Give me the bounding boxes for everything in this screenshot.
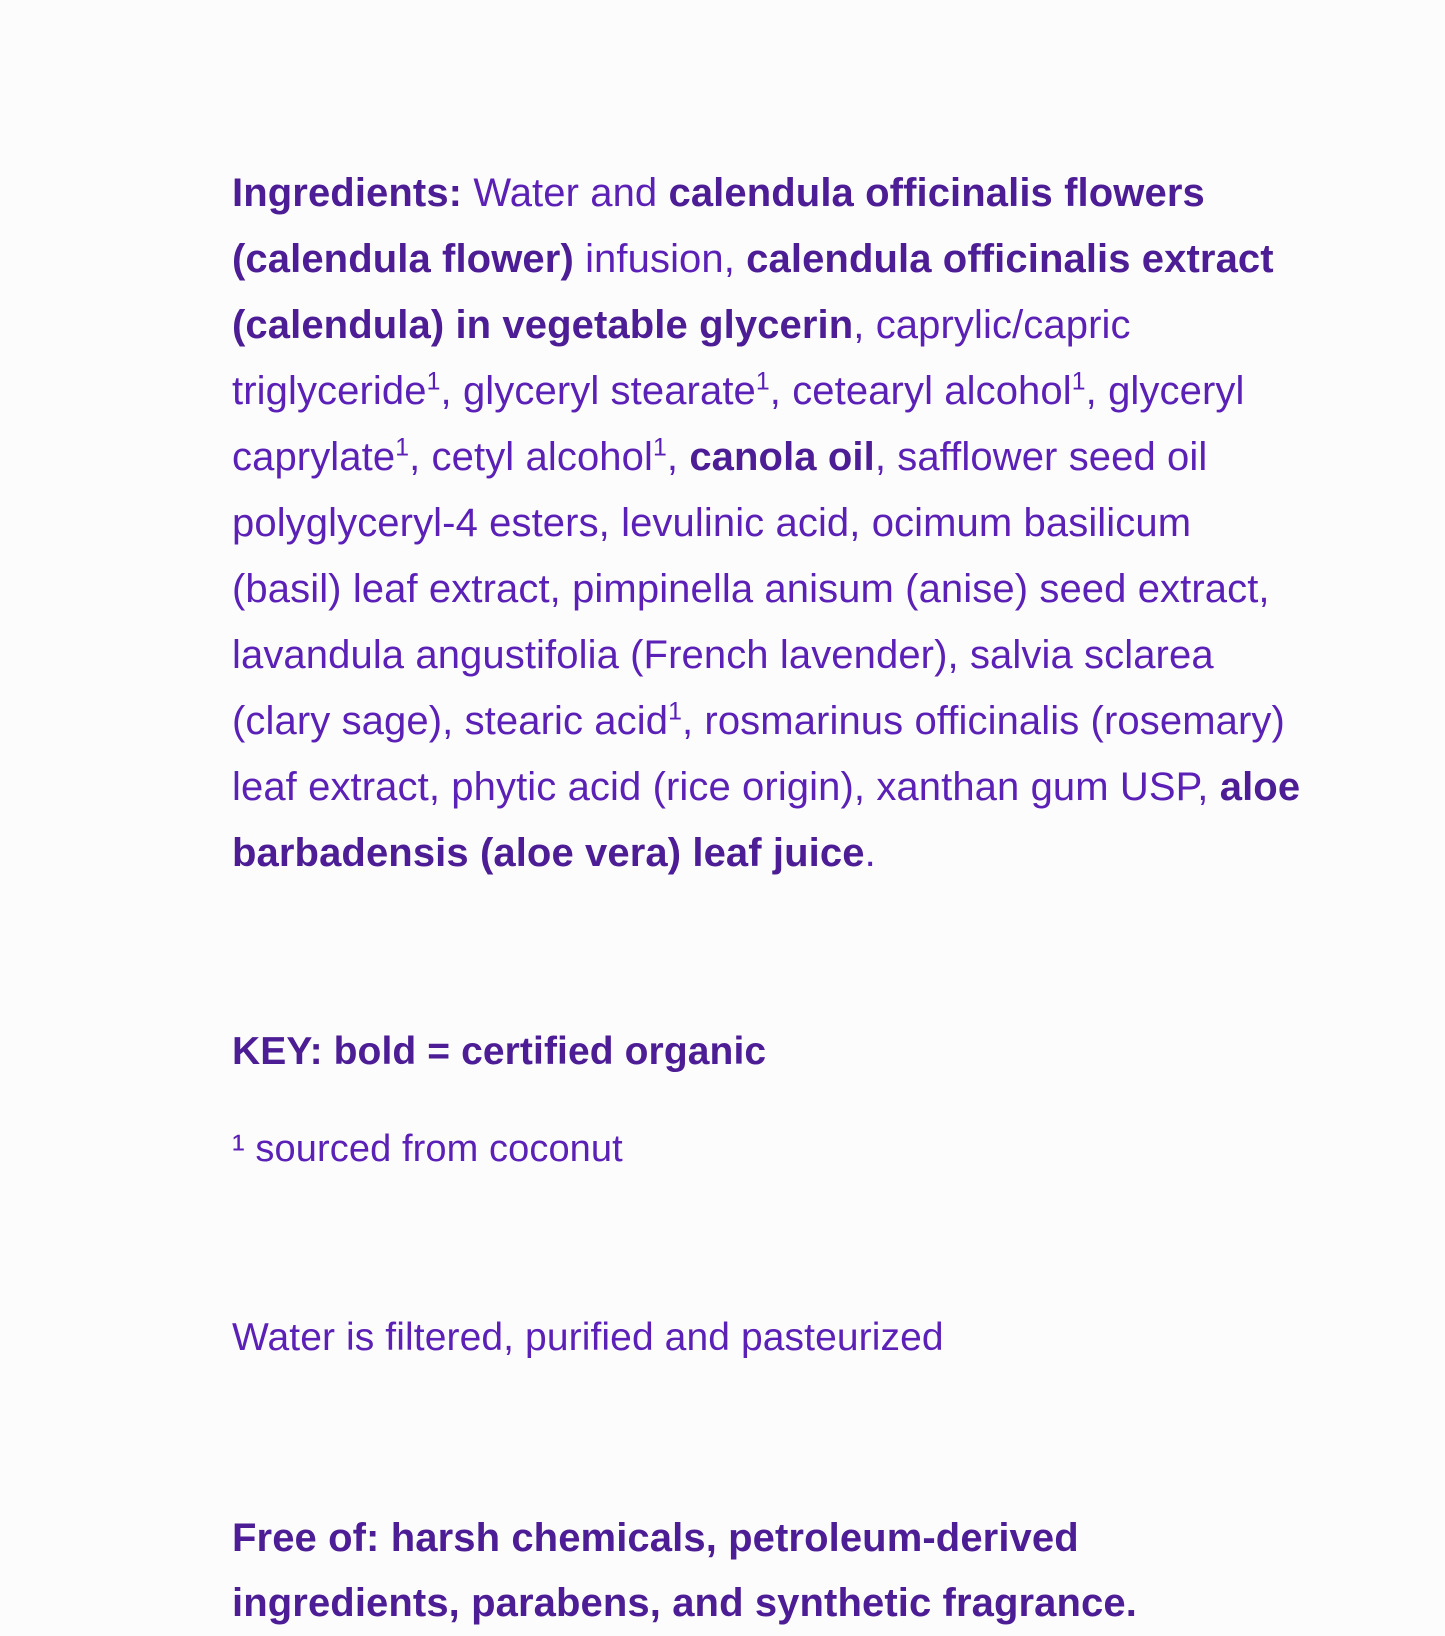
- footnote-marker: 1: [668, 698, 682, 726]
- footnote-marker: 1: [755, 368, 770, 396]
- ingredient-text: .: [864, 831, 876, 875]
- ingredient-text: infusion,: [573, 237, 747, 281]
- footnote-marker: 1: [395, 434, 410, 462]
- organic-ingredient: canola oil: [689, 435, 875, 479]
- organic-ingredient: calendula officinalis flowers (calendula flower): [232, 171, 1205, 281]
- ingredient-text: Water and: [462, 171, 669, 215]
- footnote-line: ¹ sourced from coconut: [232, 1127, 623, 1170]
- ingredient-text: , safflower seed oil polyglyceryl-4 esters, levulinic acid, ocimum basilicum (basil) leaf extract, pimpinella anisum (anise) seed extract, lavandula angustifolia (French lavender), salvia sclarea (clary sage), stearic acid: [232, 435, 1270, 743]
- ingredients-body: [232, 171, 1300, 875]
- ingredient-text: , glyceryl stearate: [440, 369, 756, 413]
- spacer: [232, 926, 1310, 984]
- organic-ingredient: aloe barbadensis (aloe vera) leaf juice: [232, 765, 1301, 875]
- ingredients-label: Ingredients:: [232, 171, 463, 215]
- key-line: KEY: bold = certified organic: [232, 1030, 767, 1073]
- free-of-statement: Free of: harsh chemicals, petroleum-derived ingredients, parabens, and synthetic fragrance.: [232, 1516, 1137, 1625]
- ingredients-paragraph: [232, 160, 1310, 886]
- ingredient-text: , cetearyl alcohol: [769, 369, 1072, 413]
- footnote-marker: 1: [652, 434, 667, 462]
- ingredient-text: , rosmarinus officinalis (rosemary) leaf extract, phytic acid (rice origin), xanthan gum USP,: [232, 699, 1285, 809]
- ingredient-text: , glyceryl caprylate: [232, 369, 1245, 479]
- spacer: [232, 1216, 1310, 1270]
- spacer: [232, 1406, 1310, 1466]
- ingredient-text: ,: [666, 435, 690, 479]
- footnote-marker: 1: [1071, 368, 1086, 396]
- water-note: Water is filtered, purified and pasteurized: [232, 1315, 944, 1359]
- ingredient-text: , cetyl alcohol: [409, 435, 653, 479]
- ingredient-text: , caprylic/capric triglyceride: [232, 303, 1131, 413]
- organic-ingredient: calendula officinalis extract (calendula) in vegetable glycerin: [232, 237, 1274, 347]
- footnote-marker: 1: [426, 368, 441, 396]
